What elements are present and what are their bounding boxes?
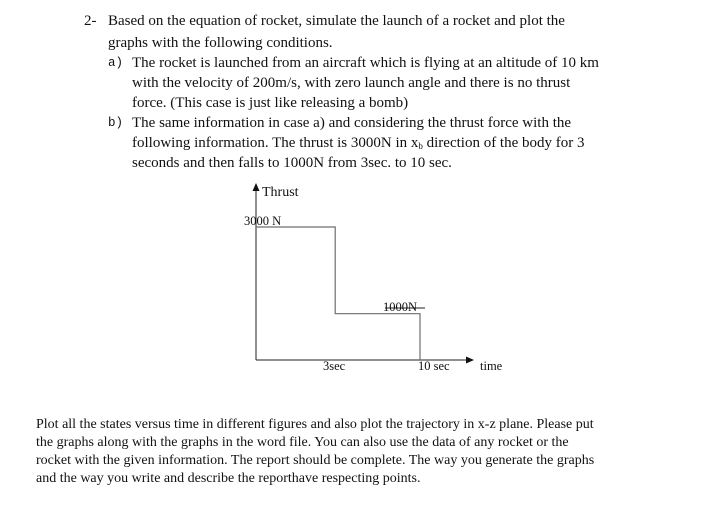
part-a-marker: a) — [108, 56, 124, 70]
question-number: 2- — [84, 13, 97, 29]
high-level-label: 3000 N — [244, 214, 282, 228]
part-a-line-3: force. (This case is just like releasing a bomb) — [132, 95, 409, 111]
y-axis-arrowhead — [253, 183, 260, 191]
t1-label: 3sec — [323, 359, 346, 373]
x-axis-label: time — [480, 359, 503, 373]
thrust-profile-line — [256, 227, 420, 360]
y-axis-label: Thrust — [262, 185, 299, 200]
part-b-line-2-tail: direction of the body for 3 — [422, 135, 585, 151]
question-intro-line-1: Based on the equation of rocket, simulate the launch of a rocket and plot the — [108, 13, 565, 29]
part-b-line-2-text: following information. The thrust is 3000N in x — [132, 135, 419, 151]
part-a-line-1: The rocket is launched from an aircraft which is flying at an altitude of 10 km — [132, 55, 599, 71]
body-axis-subscript: b — [418, 141, 423, 151]
instructions-line-2: the graphs along with the graphs in the word file. You can also use the data of any rocket or the — [36, 435, 569, 450]
part-b-marker: b) — [108, 116, 124, 130]
t2-label: 10 sec — [418, 359, 450, 373]
part-b-line-3: seconds and then falls to 1000N from 3sec. to 10 sec. — [132, 155, 452, 171]
x-axis-arrowhead — [466, 357, 474, 364]
instructions-line-4: and the way you write and describe the reporthave respecting points. — [36, 471, 421, 486]
instructions-line-1: Plot all the states versus time in different figures and also plot the trajectory in x-z plane. Please put — [36, 417, 594, 432]
part-b-line-1: The same information in case a) and considering the thrust force with the — [132, 115, 572, 131]
part-a-line-2: with the velocity of 200m/s, with zero launch angle and there is no thrust — [132, 75, 571, 91]
question-intro-line-2: graphs with the following conditions. — [108, 35, 333, 51]
instructions-line-3: rocket with the given information. The report should be complete. The way you generate the graphs — [36, 453, 595, 468]
low-level-label: 1000N — [383, 300, 418, 314]
